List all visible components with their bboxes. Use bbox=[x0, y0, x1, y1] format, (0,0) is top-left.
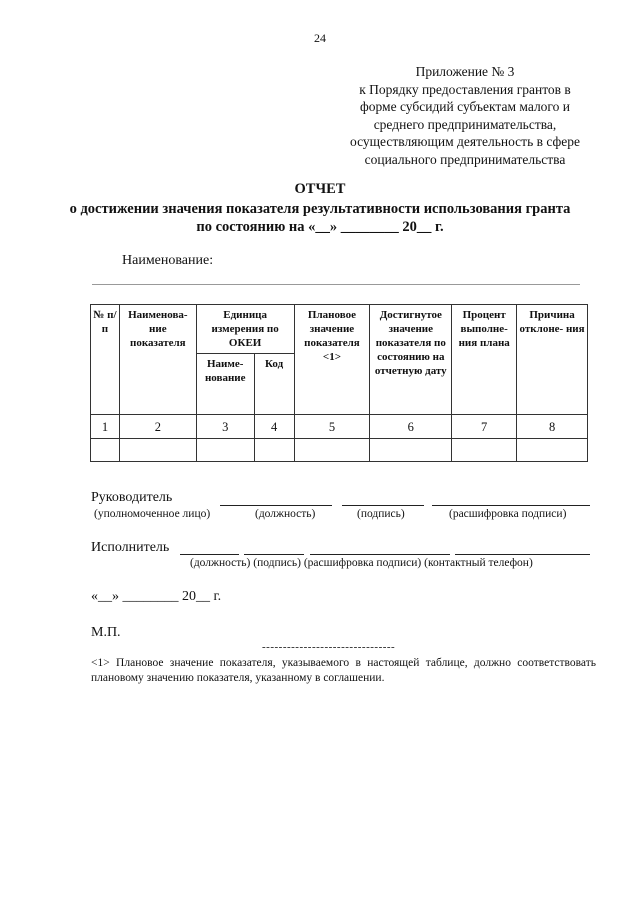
name-line bbox=[92, 284, 580, 285]
column-number: 3 bbox=[196, 415, 254, 439]
head-decoding-line bbox=[432, 505, 590, 506]
table-cell bbox=[196, 439, 254, 462]
executor-phone-line bbox=[455, 554, 590, 555]
seal-label: М.П. bbox=[91, 625, 121, 640]
table-cell bbox=[91, 439, 120, 462]
table-number-row bbox=[91, 415, 588, 439]
appendix-line: среднего предпринимательства, bbox=[373, 116, 557, 132]
appendix-line: осуществляющим деятельность в сфере bbox=[349, 134, 580, 149]
head-signature-caption: (подпись) bbox=[357, 508, 405, 520]
column-number: 7 bbox=[452, 415, 517, 439]
appendix-line: Приложение № 3 bbox=[415, 64, 515, 79]
header-unit-name: Наиме- нование bbox=[196, 354, 254, 415]
table-cell bbox=[452, 439, 517, 462]
header-unit-group: Единица измерения по ОКЕИ bbox=[196, 305, 294, 354]
header-unit-code: Код bbox=[254, 354, 294, 415]
head-label: Руководитель bbox=[91, 490, 173, 505]
appendix-line: к Порядку предоставления грантов в bbox=[359, 81, 571, 97]
executor-decoding-line bbox=[310, 554, 450, 555]
footnote: <1> Плановое значение показателя, указываемого в настоящей таблице, должно соответствовать плановому значению показателя, указанному в соглашении. bbox=[91, 657, 596, 684]
head-position-caption: (должность) bbox=[255, 508, 316, 520]
header-achieved: Достигнутое значение показателя по состоянию на отчетную дату bbox=[370, 305, 452, 415]
appendix-line: социального предпринимательства bbox=[364, 151, 566, 167]
date-line: «__» ________ 20__ г. bbox=[91, 589, 222, 604]
table-row bbox=[91, 439, 588, 462]
table-cell bbox=[370, 439, 452, 462]
header-planned: Плановое значение показателя <1> bbox=[294, 305, 370, 415]
header-indicator-name: Наименова- ние показателя bbox=[119, 305, 196, 415]
header-reason: Причина отклоне- ния bbox=[517, 305, 588, 415]
column-number: 2 bbox=[119, 415, 196, 439]
executor-signature-line bbox=[244, 554, 304, 555]
column-number: 5 bbox=[294, 415, 370, 439]
header-num: № п/п bbox=[91, 305, 120, 415]
name-label: Наименование: bbox=[122, 253, 214, 268]
page-number: 24 bbox=[314, 31, 326, 45]
table-header-row bbox=[91, 305, 588, 354]
executor-label: Исполнитель bbox=[91, 540, 170, 555]
column-number: 4 bbox=[254, 415, 294, 439]
head-signature-line bbox=[342, 505, 424, 506]
table-cell bbox=[294, 439, 370, 462]
document-title: ОТЧЕТ bbox=[294, 181, 346, 197]
executor-position-line bbox=[180, 554, 239, 555]
footnote-separator: -------------------------------- bbox=[262, 641, 396, 653]
table-cell bbox=[254, 439, 294, 462]
column-number: 6 bbox=[370, 415, 452, 439]
head-person-caption: (уполномоченное лицо) bbox=[94, 508, 211, 520]
head-decoding-caption: (расшифровка подписи) bbox=[449, 508, 567, 520]
report-table bbox=[90, 304, 588, 462]
document-subtitle: о достижении значения показателя результативности использования гранта по состоянию на «__» ________ 20__ г. bbox=[69, 201, 571, 235]
appendix-header bbox=[330, 63, 600, 168]
table-cell bbox=[119, 439, 196, 462]
table-cell bbox=[517, 439, 588, 462]
appendix-line: форме субсидий субъектам малого и bbox=[360, 99, 570, 114]
column-number: 8 bbox=[517, 415, 588, 439]
executor-captions: (должность) (подпись) (расшифровка подписи) (контактный телефон) bbox=[190, 557, 533, 569]
column-number: 1 bbox=[91, 415, 120, 439]
header-percent: Процент выполне- ния плана bbox=[452, 305, 517, 415]
head-position-line bbox=[220, 505, 332, 506]
